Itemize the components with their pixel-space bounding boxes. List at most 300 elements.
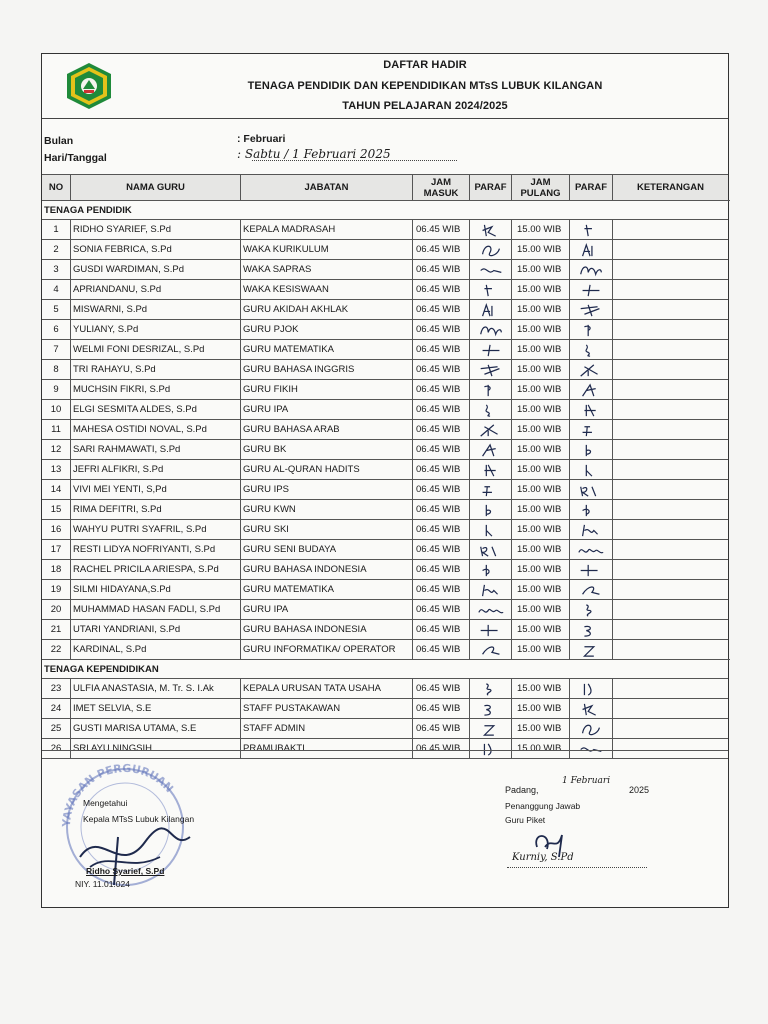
row-paraf-pulang: [569, 240, 612, 260]
row-jabatan: GURU IPS: [240, 480, 412, 500]
signature-icon: [576, 463, 606, 478]
row-jabatan: KEPALA MADRASAH: [240, 220, 412, 240]
row-nama-guru: ELGI SESMITA ALDES, S.Pd: [70, 400, 240, 420]
row-jabatan: GURU MATEMATIKA: [240, 340, 412, 360]
row-jam-pulang: 15.00 WIB: [511, 360, 569, 380]
row-jam-masuk: 06.45 WIB: [412, 739, 469, 759]
row-nama-guru: VIVI MEI YENTI, S,Pd: [70, 480, 240, 500]
signature-icon: [576, 702, 606, 717]
row-paraf-masuk: [469, 280, 511, 300]
row-jam-pulang: 15.00 WIB: [511, 620, 569, 640]
row-jam-masuk: 06.45 WIB: [412, 560, 469, 580]
row-jam-masuk: 06.45 WIB: [412, 640, 469, 660]
row-paraf-pulang: [569, 220, 612, 240]
row-jam-masuk: 06.45 WIB: [412, 540, 469, 560]
signature-icon: [476, 403, 506, 418]
row-nama-guru: WELMI FONI DESRIZAL, S.Pd: [70, 340, 240, 360]
stamp-arc-text: YAYASAN PERGURUAN: [59, 761, 176, 828]
row-paraf-masuk: [469, 500, 511, 520]
row-paraf-masuk: [469, 719, 511, 739]
row-jabatan: GURU BAHASA INDONESIA: [240, 560, 412, 580]
signature-icon: [576, 563, 606, 578]
row-keterangan: [612, 220, 728, 240]
document-footer: [42, 750, 728, 909]
row-jam-masuk: 06.45 WIB: [412, 580, 469, 600]
row-jam-pulang: 15.00 WIB: [511, 600, 569, 620]
row-paraf-masuk: [469, 580, 511, 600]
row-jam-pulang: 15.00 WIB: [511, 440, 569, 460]
signature-icon: [576, 643, 606, 658]
row-paraf-masuk: [469, 300, 511, 320]
row-jabatan: PRAMUBAKTI: [240, 739, 412, 759]
row-paraf-masuk: [469, 679, 511, 699]
row-paraf-masuk: [469, 240, 511, 260]
col-paraf-masuk-header: PARAF: [469, 175, 511, 201]
row-number: 17: [50, 544, 62, 555]
row-number: 22: [50, 644, 62, 655]
signature-icon: [476, 383, 506, 398]
col-jam-pulang-header: JAM PULANG: [511, 175, 569, 201]
signature-icon: [476, 283, 506, 298]
row-nama-guru: TRI RAHAYU, S.Pd: [70, 360, 240, 380]
row-number: 25: [50, 723, 62, 734]
row-keterangan: [612, 460, 728, 480]
signature-icon: [476, 623, 506, 638]
signature-icon: [476, 443, 506, 458]
row-jam-masuk: 06.45 WIB: [412, 220, 469, 240]
row-jam-pulang: 15.00 WIB: [511, 420, 569, 440]
row-paraf-masuk: [469, 320, 511, 340]
row-jam-pulang: 15.00 WIB: [511, 540, 569, 560]
row-jabatan: STAFF ADMIN: [240, 719, 412, 739]
row-jabatan: GURU BAHASA INGGRIS: [240, 360, 412, 380]
row-nama-guru: WAHYU PUTRI SYAFRIL, S.Pd: [70, 520, 240, 540]
row-number: 18: [50, 564, 62, 575]
col-paraf-pulang-header: PARAF: [569, 175, 612, 201]
row-paraf-pulang: [569, 340, 612, 360]
table-row: [42, 499, 728, 520]
penanggung-jawab-label: Penanggung Jawab: [505, 801, 581, 811]
signature-icon: [576, 383, 606, 398]
row-jam-pulang: 15.00 WIB: [511, 739, 569, 759]
signature-icon: [576, 523, 606, 538]
row-jam-masuk: 06.45 WIB: [412, 320, 469, 340]
row-paraf-pulang: [569, 440, 612, 460]
row-jabatan: STAFF PUSTAKAWAN: [240, 699, 412, 719]
row-jam-pulang: 15.00 WIB: [511, 280, 569, 300]
row-jam-masuk: 06.45 WIB: [412, 420, 469, 440]
row-number: 13: [50, 464, 62, 475]
signature-icon: [576, 343, 606, 358]
row-number: 12: [50, 444, 62, 455]
title-line-1: DAFTAR HADIR: [383, 59, 467, 71]
bulan-label: Bulan: [44, 135, 74, 147]
row-jam-pulang: 15.00 WIB: [511, 240, 569, 260]
row-paraf-masuk: [469, 420, 511, 440]
row-paraf-masuk: [469, 360, 511, 380]
row-paraf-masuk: [469, 460, 511, 480]
row-keterangan: [612, 699, 728, 719]
signature-icon: [576, 283, 606, 298]
row-keterangan: [612, 260, 728, 280]
table-row: [42, 259, 728, 280]
row-keterangan: [612, 679, 728, 699]
signature-icon: [576, 423, 606, 438]
signature-icon: [576, 263, 606, 278]
row-jabatan: GURU BAHASA INDONESIA: [240, 620, 412, 640]
row-nama-guru: KARDINAL, S.Pd: [70, 640, 240, 660]
row-jam-pulang: 15.00 WIB: [511, 260, 569, 280]
signature-icon: [576, 403, 606, 418]
hari-tanggal-value: : Sabtu / 1 Februari 2025: [237, 147, 391, 161]
row-number: 23: [50, 683, 62, 694]
row-paraf-pulang: [569, 400, 612, 420]
signature-icon: [476, 423, 506, 438]
table-row: [42, 339, 728, 360]
row-number: 6: [53, 324, 59, 335]
row-nama-guru: IMET SELVIA, S.E: [70, 699, 240, 719]
date-underline: [252, 160, 457, 161]
row-paraf-masuk: [469, 560, 511, 580]
table-row: [42, 419, 728, 440]
section-tenaga-kependidikan: TENAGA KEPENDIDIKAN: [42, 659, 730, 679]
row-nama-guru: ULFIA ANASTASIA, M. Tr. S. I.Ak: [70, 679, 240, 699]
row-jabatan: GURU IPA: [240, 600, 412, 620]
row-nama-guru: SILMI HIDAYANA,S.Pd: [70, 580, 240, 600]
table-row: [42, 299, 728, 320]
row-number: 10: [50, 404, 62, 415]
signature-icon: [576, 503, 606, 518]
row-jabatan: GURU AL-QURAN HADITS: [240, 460, 412, 480]
row-nama-guru: UTARI YANDRIANI, S.Pd: [70, 620, 240, 640]
row-jam-masuk: 06.45 WIB: [412, 699, 469, 719]
row-jam-masuk: 06.45 WIB: [412, 480, 469, 500]
row-paraf-pulang: [569, 300, 612, 320]
row-paraf-masuk: [469, 380, 511, 400]
col-jabatan-header: JABATAN: [240, 175, 412, 201]
row-jam-masuk: 06.45 WIB: [412, 340, 469, 360]
row-paraf-masuk: [469, 640, 511, 660]
bulan-value: : Februari: [237, 133, 286, 145]
row-jam-pulang: 15.00 WIB: [511, 220, 569, 240]
table-row: [42, 579, 728, 600]
document-header: [42, 54, 728, 119]
row-nama-guru: SONIA FEBRICA, S.Pd: [70, 240, 240, 260]
row-nama-guru: GUSDI WARDIMAN, S.Pd: [70, 260, 240, 280]
row-paraf-pulang: [569, 460, 612, 480]
row-keterangan: [612, 640, 728, 660]
piket-underline: [507, 867, 647, 868]
row-keterangan: [612, 500, 728, 520]
row-number: 4: [53, 284, 59, 295]
table-row: [42, 399, 728, 420]
row-number: 5: [53, 304, 59, 315]
row-keterangan: [612, 280, 728, 300]
row-jabatan: WAKA KESISWAAN: [240, 280, 412, 300]
row-number: 24: [50, 703, 62, 714]
table-row: [42, 319, 728, 340]
row-paraf-masuk: [469, 699, 511, 719]
row-nama-guru: MUCHSIN FIKRI, S.Pd: [70, 380, 240, 400]
signature-icon: [476, 243, 506, 258]
row-paraf-pulang: [569, 560, 612, 580]
row-paraf-pulang: [569, 679, 612, 699]
table-row: [42, 519, 728, 540]
row-number: 1: [53, 224, 59, 235]
signature-icon: [476, 463, 506, 478]
row-jabatan: WAKA KURIKULUM: [240, 240, 412, 260]
row-paraf-masuk: [469, 400, 511, 420]
table-row: [42, 559, 728, 580]
row-paraf-pulang: [569, 620, 612, 640]
row-jabatan: GURU MATEMATIKA: [240, 580, 412, 600]
hari-tanggal-label: Hari/Tanggal: [44, 152, 107, 164]
row-jabatan: GURU AKIDAH AKHLAK: [240, 300, 412, 320]
row-jabatan: GURU SENI BUDAYA: [240, 540, 412, 560]
row-jam-pulang: 15.00 WIB: [511, 500, 569, 520]
row-jam-pulang: 15.00 WIB: [511, 679, 569, 699]
row-jam-pulang: 15.00 WIB: [511, 380, 569, 400]
row-keterangan: [612, 580, 728, 600]
table-row: [42, 599, 728, 620]
row-paraf-pulang: [569, 580, 612, 600]
title-line-2: TENAGA PENDIDIK DAN KEPENDIDIKAN MTsS LUBUK KILANGAN: [247, 80, 603, 92]
row-paraf-pulang: [569, 320, 612, 340]
signature-icon: [476, 643, 506, 658]
signature-icon: [576, 303, 606, 318]
signature-icon: [576, 243, 606, 258]
row-keterangan: [612, 719, 728, 739]
table-row: [42, 379, 728, 400]
row-nama-guru: APRIANDANU, S.Pd: [70, 280, 240, 300]
col-jam-masuk-header: JAM MASUK: [412, 175, 469, 201]
row-paraf-masuk: [469, 340, 511, 360]
signature-icon: [476, 682, 506, 697]
row-jam-pulang: 15.00 WIB: [511, 340, 569, 360]
row-jam-masuk: 06.45 WIB: [412, 380, 469, 400]
row-paraf-masuk: [469, 520, 511, 540]
place-date-month: 1 Februari: [562, 776, 611, 786]
table-row: [42, 439, 728, 460]
row-keterangan: [612, 360, 728, 380]
row-keterangan: [612, 600, 728, 620]
row-jam-pulang: 15.00 WIB: [511, 560, 569, 580]
signature-icon: [476, 503, 506, 518]
row-jam-masuk: 06.45 WIB: [412, 260, 469, 280]
table-row: [42, 359, 728, 380]
row-paraf-masuk: [469, 480, 511, 500]
row-paraf-pulang: [569, 420, 612, 440]
row-nama-guru: RESTI LIDYA NOFRIYANTI, S.Pd: [70, 540, 240, 560]
row-nama-guru: MUHAMMAD HASAN FADLI, S.Pd: [70, 600, 240, 620]
table-row: [42, 459, 728, 480]
row-paraf-masuk: [469, 540, 511, 560]
row-paraf-pulang: [569, 520, 612, 540]
row-nama-guru: RIDHO SYARIEF, S.Pd: [70, 220, 240, 240]
row-number: 26: [50, 743, 62, 754]
kepala-label: Kepala MTsS Lubuk Kilangan: [83, 814, 195, 824]
signature-icon: [476, 702, 506, 717]
row-paraf-pulang: [569, 260, 612, 280]
row-paraf-pulang: [569, 480, 612, 500]
row-number: 11: [51, 424, 61, 435]
table-row: [42, 239, 728, 260]
row-keterangan: [612, 300, 728, 320]
row-number: 7: [53, 344, 59, 355]
row-jam-masuk: 06.45 WIB: [412, 280, 469, 300]
row-jabatan: GURU FIKIH: [240, 380, 412, 400]
row-paraf-masuk: [469, 600, 511, 620]
kepala-name: Ridho Syarief, S.Pd: [86, 866, 165, 876]
row-jam-pulang: 15.00 WIB: [511, 640, 569, 660]
row-jabatan: GURU PJOK: [240, 320, 412, 340]
table-row: [42, 698, 728, 719]
row-paraf-pulang: [569, 600, 612, 620]
row-number: 3: [53, 264, 59, 275]
signature-icon: [576, 443, 606, 458]
row-number: 20: [50, 604, 62, 615]
row-paraf-pulang: [569, 280, 612, 300]
row-paraf-pulang: [569, 500, 612, 520]
col-nama-header: NAMA GURU: [70, 175, 240, 201]
signature-icon: [576, 543, 606, 558]
signature-icon: [476, 603, 506, 618]
signature-icon: [576, 682, 606, 697]
signature-icon: [576, 603, 606, 618]
row-nama-guru: RACHEL PRICILA ARIESPA, S.Pd: [70, 560, 240, 580]
table-row: [42, 279, 728, 300]
signature-icon: [476, 563, 506, 578]
row-jabatan: WAKA SAPRAS: [240, 260, 412, 280]
signature-icon: [476, 722, 506, 737]
row-jam-pulang: 15.00 WIB: [511, 300, 569, 320]
table-row: [42, 539, 728, 560]
table-row: [42, 718, 728, 739]
row-keterangan: [612, 440, 728, 460]
row-jabatan: GURU BK: [240, 440, 412, 460]
place-date-year: 2025: [629, 785, 650, 795]
row-number: 21: [50, 624, 62, 635]
row-number: 15: [50, 504, 62, 515]
signature-icon: [576, 323, 606, 338]
row-jam-pulang: 15.00 WIB: [511, 719, 569, 739]
row-keterangan: [612, 540, 728, 560]
row-keterangan: [612, 240, 728, 260]
row-number: 16: [50, 524, 62, 535]
signature-icon: [576, 623, 606, 638]
row-jam-pulang: 15.00 WIB: [511, 580, 569, 600]
signature-icon: [476, 343, 506, 358]
signature-icon: [576, 483, 606, 498]
row-paraf-pulang: [569, 360, 612, 380]
row-jam-masuk: 06.45 WIB: [412, 440, 469, 460]
table-row: [42, 219, 728, 240]
title-line-3: TAHUN PELAJARAN 2024/2025: [342, 100, 508, 112]
row-jabatan: GURU KWN: [240, 500, 412, 520]
row-jabatan: GURU BAHASA ARAB: [240, 420, 412, 440]
signature-icon: [476, 223, 506, 238]
row-paraf-masuk: [469, 440, 511, 460]
row-jam-masuk: 06.45 WIB: [412, 240, 469, 260]
row-jam-pulang: 15.00 WIB: [511, 320, 569, 340]
row-jam-masuk: 06.45 WIB: [412, 719, 469, 739]
signature-icon: [476, 523, 506, 538]
row-jam-pulang: 15.00 WIB: [511, 460, 569, 480]
row-paraf-pulang: [569, 699, 612, 719]
section-tenaga-pendidik: TENAGA PENDIDIK: [42, 200, 730, 220]
row-jam-masuk: 06.45 WIB: [412, 360, 469, 380]
row-keterangan: [612, 320, 728, 340]
signature-icon: [576, 363, 606, 378]
signature-icon: [476, 363, 506, 378]
row-keterangan: [612, 400, 728, 420]
signature-icon: [576, 722, 606, 737]
col-no-header: NO: [48, 182, 64, 193]
attendance-sheet: [41, 53, 729, 908]
row-keterangan: [612, 560, 728, 580]
place-label: Padang,: [505, 785, 539, 795]
table-row: [42, 678, 728, 699]
signature-icon: [476, 323, 506, 338]
row-jam-pulang: 15.00 WIB: [511, 520, 569, 540]
row-jabatan: GURU SKI: [240, 520, 412, 540]
table-row: [42, 639, 728, 660]
row-jabatan: GURU INFORMATIKA/ OPERATOR: [240, 640, 412, 660]
row-jam-pulang: 15.00 WIB: [511, 400, 569, 420]
signature-icon: [576, 583, 606, 598]
table-header-row: [42, 174, 728, 201]
row-jam-pulang: 15.00 WIB: [511, 699, 569, 719]
row-number: 14: [50, 484, 62, 495]
row-nama-guru: SRI AYU NINGSIH: [70, 739, 240, 759]
row-keterangan: [612, 620, 728, 640]
guru-piket-label: Guru Piket: [505, 815, 546, 825]
row-keterangan: [612, 380, 728, 400]
row-nama-guru: JEFRI ALFIKRI, S.Pd: [70, 460, 240, 480]
signature-icon: [476, 303, 506, 318]
row-jam-masuk: 06.45 WIB: [412, 520, 469, 540]
row-keterangan: [612, 480, 728, 500]
col-keterangan-header: KETERANGAN: [612, 175, 728, 201]
row-jam-masuk: 06.45 WIB: [412, 679, 469, 699]
piket-name: Kurniy, S.Pd: [512, 852, 574, 863]
row-number: 19: [50, 584, 62, 595]
signature-icon: [476, 543, 506, 558]
row-number: 8: [53, 364, 59, 375]
row-nama-guru: MISWARNI, S.Pd: [70, 300, 240, 320]
row-nama-guru: MAHESA OSTIDI NOVAL, S.Pd: [70, 420, 240, 440]
signature-icon: [576, 223, 606, 238]
signature-icon: [476, 483, 506, 498]
table-row: [42, 479, 728, 500]
row-jam-masuk: 06.45 WIB: [412, 600, 469, 620]
row-paraf-pulang: [569, 540, 612, 560]
row-jam-masuk: 06.45 WIB: [412, 460, 469, 480]
row-paraf-pulang: [569, 719, 612, 739]
row-keterangan: [612, 420, 728, 440]
row-paraf-pulang: [569, 380, 612, 400]
row-jam-masuk: 06.45 WIB: [412, 620, 469, 640]
row-paraf-masuk: [469, 220, 511, 240]
row-nama-guru: SARI RAHMAWATI, S.Pd: [70, 440, 240, 460]
mengetahui-label: Mengetahui: [83, 798, 128, 808]
row-jam-pulang: 15.00 WIB: [511, 480, 569, 500]
row-jam-masuk: 06.45 WIB: [412, 500, 469, 520]
row-nama-guru: GUSTI MARISA UTAMA, S.E: [70, 719, 240, 739]
row-nama-guru: YULIANY, S.Pd: [70, 320, 240, 340]
row-jabatan: GURU IPA: [240, 400, 412, 420]
row-paraf-masuk: [469, 620, 511, 640]
